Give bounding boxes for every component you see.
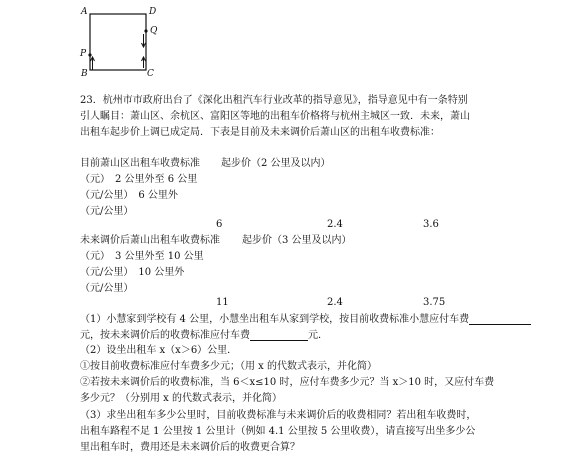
q2-line-1: （2）设坐出租车 x（x＞6）公里． [80,345,238,356]
table2-row-4: （元/公里） [80,283,134,294]
intro-line-1: 23．杭州市市政府出台了《深化出租汽车行业改革的指导意见》，指导意见中有一条特别 [80,95,468,106]
label-a: A [81,7,88,17]
q1-line-2: 元，按未来调价后的收费标准应付车费 元． [80,330,328,341]
q2-item-2-line-1: ②若按未来调价后的收费标准，当 6＜x≤10 时，应付车费多少元？当 x＞10 时，又应付车费 [80,377,495,388]
q1-line-1: （1）小慧家到学校有 4 公里，小慧坐出租车从家到学校，按目前收费标准小慧应付车费 [80,314,531,325]
q2-item-1: ①按目前收费标准应付车费多少元；（用 x 的代数式表示，并化简） [80,361,377,372]
table2-value-start: 11 [216,297,229,308]
table1-value-start: 6 [216,219,223,230]
point-p-dot [88,53,91,56]
table2-value-mid: 2.4 [327,297,343,308]
table2-row-3: （元/公里） 10 公里外 [80,267,185,278]
label-c: C [147,69,154,79]
q2-item-2-line-2: 多少元？（分别用 x 的代数式表示，并化简） [80,393,282,404]
q3-line-1: （3）求坐出租车多少公里时，目前收费标准与未来调价后的收费相同？若出租车收费时， [80,410,477,421]
table1-value-far: 3.6 [423,219,439,230]
table1-title: 目前萧山区出租车收费标准 [80,158,200,169]
table2-value-far: 3.75 [423,297,446,308]
intro-line-2: 引人瞩目：萧山区、余杭区、富阳区等地的出租车价格将与杭州主城区一致．未来，萧山 [80,111,470,122]
table1-start-fare-label: 起步价（2 公里及以内） [221,158,331,169]
q3-line-2: 出租车路程不足 1 公里按 1 公里计（例如 4.1 公里按 5 公里收费），请直接写出坐多少公 [80,426,476,437]
q3-line-3: 里出租车时，费用还是未来调价后的收费更合算？ [80,442,300,453]
square-abcd [90,14,146,70]
label-b: B [81,69,88,79]
point-q-dot [144,29,147,32]
table2-title: 未来调价后萧山出租车收费标准 [80,235,220,246]
table2-row-2: （元） 3 公里外至 10 公里 [80,251,204,262]
table1-row-3: （元/公里） 6 公里外 [80,190,178,201]
table1-row-2: （元） 2 公里外至 6 公里 [80,174,198,185]
table1-row-4: （元/公里） [80,206,134,217]
answer-blank-current[interactable] [469,314,531,325]
label-d: D [149,7,157,17]
answer-blank-future[interactable] [250,330,308,341]
table2-start-fare-label: 起步价（3 公里及以内） [242,235,352,246]
table1-value-mid: 2.4 [327,219,343,230]
label-q: Q [150,26,158,36]
label-p: P [80,49,87,59]
intro-line-3: 出租车起步价上调已成定局．下表是目前及未来调价后萧山区的出租车收费标准： [80,127,440,138]
